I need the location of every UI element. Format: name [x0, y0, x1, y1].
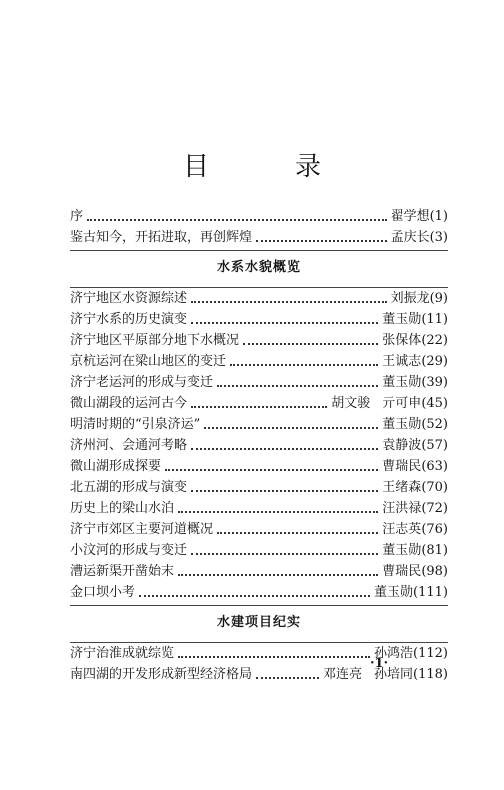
toc-entry-author: 曹瑞民 [382, 459, 422, 474]
toc-entry-author: 翟学想 [390, 209, 430, 224]
section-heading: 水建项目纪实 [216, 615, 301, 630]
dot-leader [230, 364, 378, 366]
toc-entry-author: 汪洪禄 [382, 501, 422, 516]
toc-entry-title: 微山湖形成探要 [70, 459, 162, 474]
dot-leader [191, 301, 387, 303]
dot-leader [191, 490, 378, 492]
toc-entry-title: 京杭运河在梁山地区的变迁 [70, 354, 227, 369]
toc-entry-author: 董玉勋 [382, 417, 422, 432]
dot-leader [204, 427, 378, 429]
dot-leader [178, 511, 378, 513]
toc-entry-page: (11) [421, 312, 448, 327]
toc-entry-page: (57) [421, 438, 448, 453]
toc-entry-page: (72) [421, 501, 448, 516]
toc-entry[interactable] [70, 540, 448, 561]
toc-entry[interactable] [70, 498, 448, 519]
toc-entry[interactable] [70, 664, 448, 685]
dot-leader [256, 677, 319, 679]
toc-entry-title: 济宁治淮成就综览 [70, 646, 175, 661]
toc-entry-title: 济州河、会通河考略 [70, 438, 188, 453]
toc-entry-author: 孟庆长 [390, 230, 430, 245]
toc-entry-author: 孙培同 [374, 667, 414, 682]
toc-entry[interactable] [70, 643, 448, 664]
page-number: ·1· [370, 656, 389, 671]
toc-entry-title: 北五湖的形成与演变 [70, 480, 188, 495]
toc-entry-title: 济宁老运河的形成与变迁 [70, 375, 214, 390]
toc-entry[interactable] [70, 372, 448, 393]
toc-entry-page: (39) [421, 375, 448, 390]
toc-entry-page: (1) [429, 209, 448, 224]
toc-entry-page: (63) [421, 459, 448, 474]
dot-leader [217, 385, 378, 387]
toc-entry[interactable] [70, 519, 448, 540]
dot-leader [178, 574, 378, 576]
toc-entry-title: 南四湖的开发形成新型经济格局 [70, 667, 253, 682]
toc-entry-title: 鉴古知今，开拓进取，再创辉煌 [70, 230, 253, 245]
toc-entry-title: 济宁水系的历史演变 [70, 312, 188, 327]
dot-leader [191, 406, 327, 408]
toc-entry-title: 历史上的梁山水泊 [70, 501, 175, 516]
toc-entry-author: 董玉勋 [382, 375, 422, 390]
toc-entry-author: 张保体 [382, 333, 422, 348]
toc-entry-author: 王绪森 [382, 480, 422, 495]
toc-entry-page: (76) [421, 522, 448, 537]
toc-entry-page: (112) [413, 646, 448, 661]
section-heading: 水系水貌概览 [216, 260, 301, 275]
toc-entry[interactable] [70, 206, 448, 227]
toc-entry-author: 王诚志 [382, 354, 422, 369]
toc-entry[interactable] [70, 351, 448, 372]
toc-entry-page: (70) [421, 480, 448, 495]
toc-entry-page: (81) [421, 543, 448, 558]
dot-leader [243, 343, 378, 345]
toc-entry-author: 曹瑞民 [382, 564, 422, 579]
toc-entry-page: (3) [429, 230, 448, 245]
toc-entry-title: 金口坝小考 [70, 585, 136, 600]
toc-entry-author: 董玉勋 [374, 585, 414, 600]
toc-entry[interactable] [70, 309, 448, 330]
dot-leader [178, 656, 370, 658]
toc-entry[interactable] [70, 456, 448, 477]
toc-entry-author: 刘振龙 [390, 291, 430, 306]
toc-entry-title: 漕运新渠开凿始末 [70, 564, 175, 579]
toc-entry-page: (45) [421, 396, 448, 411]
toc-entry-page: (29) [421, 354, 448, 369]
toc-entry-author: 袁静波 [382, 438, 422, 453]
dot-leader [87, 219, 387, 221]
toc-entry-title: 明清时期的“引泉济运” [70, 417, 201, 432]
toc-entry-title: 济宁市郊区主要河道概况 [70, 522, 214, 537]
toc-entry-coauthor: 邓连亮 [323, 667, 363, 682]
dot-leader [217, 532, 378, 534]
dot-leader [191, 553, 378, 555]
page-title: 目 录 [182, 152, 351, 182]
dot-leader [165, 469, 378, 471]
dot-leader [256, 240, 387, 242]
toc-entry-coauthor: 胡文骏 [331, 396, 371, 411]
toc-entry-title: 序 [70, 209, 84, 224]
toc-entry-title: 微山湖段的运河古今 [70, 396, 188, 411]
toc-entry-author: 汪志英 [382, 522, 422, 537]
toc-entry[interactable] [70, 582, 448, 603]
toc-entry-page: (118) [413, 667, 448, 682]
toc-entry-page: (111) [413, 585, 448, 600]
toc-entry-title: 小汶河的形成与变迁 [70, 543, 188, 558]
table-of-contents [70, 206, 448, 685]
dot-leader [191, 322, 378, 324]
toc-entry[interactable] [70, 477, 448, 498]
toc-entry[interactable] [70, 561, 448, 582]
toc-entry[interactable] [70, 414, 448, 435]
toc-entry-author: 董玉勋 [382, 312, 422, 327]
dot-leader [139, 595, 370, 597]
toc-entry-page: (9) [429, 291, 448, 306]
toc-entry[interactable] [70, 393, 448, 414]
toc-entry-page: (22) [421, 333, 448, 348]
toc-entry[interactable] [70, 227, 448, 248]
toc-entry[interactable] [70, 330, 448, 351]
toc-entry-title: 济宁地区水资源综述 [70, 291, 188, 306]
toc-entry[interactable] [70, 435, 448, 456]
toc-entry-author: 董玉勋 [382, 543, 422, 558]
toc-entry[interactable] [70, 288, 448, 309]
dot-leader [191, 448, 378, 450]
toc-entry-page: (98) [421, 564, 448, 579]
toc-entry-page: (52) [421, 417, 448, 432]
toc-entry-author: 孙鸿浩 [374, 646, 414, 661]
toc-entry-author: 亓可申 [382, 396, 422, 411]
toc-entry-title: 济宁地区平原部分地下水概况 [70, 333, 240, 348]
